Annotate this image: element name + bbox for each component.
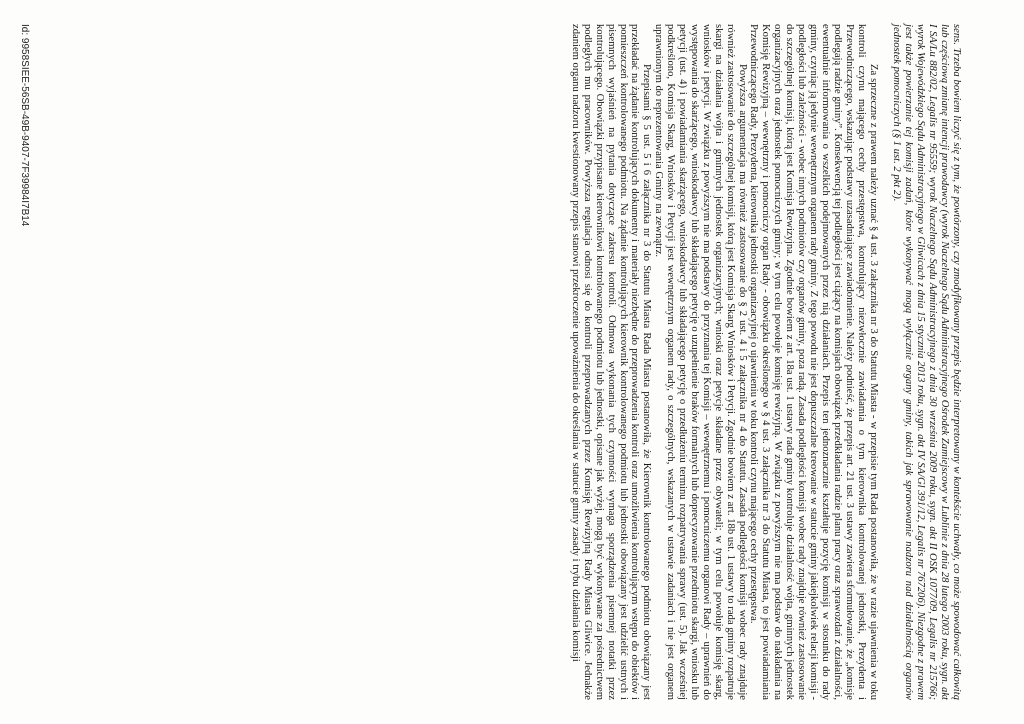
paragraph-complaints-committee: Powyższa argumentacja ma również zastosowanie do § 2 ust. 4 i 5 załącznika nr 4 do Statutu. Zasada podległości komisji wobec rady znajduje również zastosowanie do szczególnej komisji, którą jest Komisja Skarg Wniosków i Petycji. Zgodnie bowiem z art. 18b ust. 1 ustawy to rada gminy rozpatruje skargi na działania wójta i gminnych jednostek organizacyjnych; wnioski oraz petycje składane przez obywateli; w tym celu powołuje komisję skarg, wniosków i petycji. W związku z powyższym nie ma podstawy do przyznania tej Komisji – wewnętrznemu i pomocniczemu organowi Rady – uprawnień do występowania do skarżącego, wnioskodawcy lub składającego petycję o uzupełnienie braków formalnych lub doprecyzowanie przedmiotu skargi, wniosku lub petycji (ust. 4) i powiadamiania skarżącego, wnioskodawcy lub składającego petycję o przedłużeniu terminu rozpatrywania sprawy (ust. 5). Jak wcześniej podkreślono, Komisja Skarg, Wniosków i Petycji jest wewnętrznym organem rady, o szczególnych, wskazanych w ustawie zadaniach i nie jest organem uprawnionym do reprezentowania Gminy na zewnątrz.: [653, 24, 748, 700]
document-id-footer: Id: 9958SIEE-56SB-49B-9407-7F39984I7B14: [19, 24, 30, 227]
paragraph-control-procedures: Przepisami § 5 ust. 5 i 6 załącznika nr 3 do Statutu Miasta Rada Miasta postanowiła, że Kierownik kontrolowanego podmiotu obowiązany jest przekładać na żądanie kontrolujących dokumenty i materiały niezbędne do przeprowadzenia kontroli oraz umożliwienia kontrolującym wstępu do obiektów i pomieszczeń kontrolowanego podmiotu. Na żądanie kontrolujących kierownik kontrolowanego podmiotu lub jednostki obowiązany jest udzielić ustnych i pisemnych wyjaśnień na pytania dotyczące zakresu kontroli. Odmowa wykonania tych czynności wymaga sporządzenia pisemnej notatki przez kontrolującego. Obowiązki przypisane kierownikowi kontrolowanego podmiotu lub jednostki, opisane jak wyżej, mogą być wykonywane za pośrednictwem podległych mu pracowników. Powyższa regulacja odnosi się do kontroli przeprowadzanych przez Komisję Rewizyjną Rady Miasta Gliwice. Jednakże zdaniem organu nadzoru kwestionowany przepis stanowi przekroczenie upoważnienia do określania w statucie gminy zasady i trybu działania komisji: [569, 24, 653, 700]
paragraph-legal-interpretation: sens. Trzeba bowiem liczyć się z tym, że powtórzony, czy zmodyfikowany przepis będzie interpretowany w kontekście uchwały, co może spowodować całkowitą lub częściową zmianę intencji prawodawcy (wyrok Naczelnego Sądu Administracyjnego Ośrodek Zamiejscowy w Lublinie z dnia 28 lutego 2003 roku, sygn. akt I SA/Lu 882/02, Legalis nr 95559; wyrok Naczelnego Sądu Administracyjnego z dnia 30 września 2009 roku, sygn. akt II OSK 1077/09, Legalis nr 215766; wyrok Wojewódzkiego Sądu Administracyjnego w Gliwicach z dnia 15 stycznia 2013 roku, sygn. akt IV SA/Gl 391/12, Legalis nr 767206). Niezgodne z prawem jest także powierzanie tej komisji zadań, które wykonywać mogą wyłącznie organy gminy, takich jak sprawowanie nadzoru nad działalnością organów jednostek pomocniczych (§ 1 ust. 2 pkt 2).: [891, 24, 962, 700]
paragraph-gap: [879, 24, 891, 700]
paragraph-audit-committee: Za sprzeczne z prawem należy uznać § 4 ust. 3 załącznika nr 3 do Statutu Miasta - w przepisie tym Rada postanowiła, że w razie ujawnienia w toku kontroli czynu mającego cechy przestępstwa, kontrolujący niezwłocznie zawiadamia o tym kierownika kontrolowanej jednostki, Prezydenta i Przewodniczącego, wskazując podstawy uzasadniające zawiadomienie. Należy podnieść, że przepis art. 21 ust. 3 ustawy zawiera sformułowanie, że „komisje podlegają radzie gminy”. Konsekwencją tej podległości jest ciążący na komisjach obowiązek przedkładania radzie planu pracy oraz sprawozdań z działalności, ewentualnie informowania o wszelkich podejmowanych przez nią działaniach. Przepis ten jednoznacznie kształtuje pozycję komisji w stosunku do rady gminy, czyniąc ją jedynie wewnętrznym organem rady gminy. Z tego powodu nie jest dopuszczalne kreowanie w statucie gminy jakiejkolwiek relacji komisji - podległości lub zależności - wobec innych podmiotów czy organów gminy, poza radą. Zasada podległości komisji wobec rady znajduje również zastosowanie do szczególnej komisji, którą jest Komisja Rewizyjna. Zgodnie bowiem z art. 18a ust. 1 ustawy rada gminy kontroluje działalność wójta, gminnych jednostek organizacyjnych oraz jednostek pomocniczych gminy; w tym celu powołuje komisję rewizyjną. W związku z powyższym nie ma podstaw do nakładania na Komisję Rewizyjną – wewnętrzny i pomocniczy organ Rady - obowiązku określonego w § 4 ust. 3 załącznika nr 3 do Statutu Miasta, to jest powiadamiania Przewodniczącego Rady, Prezydenta, kierownika jednostki organizacyjnej o ujawnieniu w toku kontroli czynu mającego cechy przestępstwa.: [748, 24, 879, 700]
